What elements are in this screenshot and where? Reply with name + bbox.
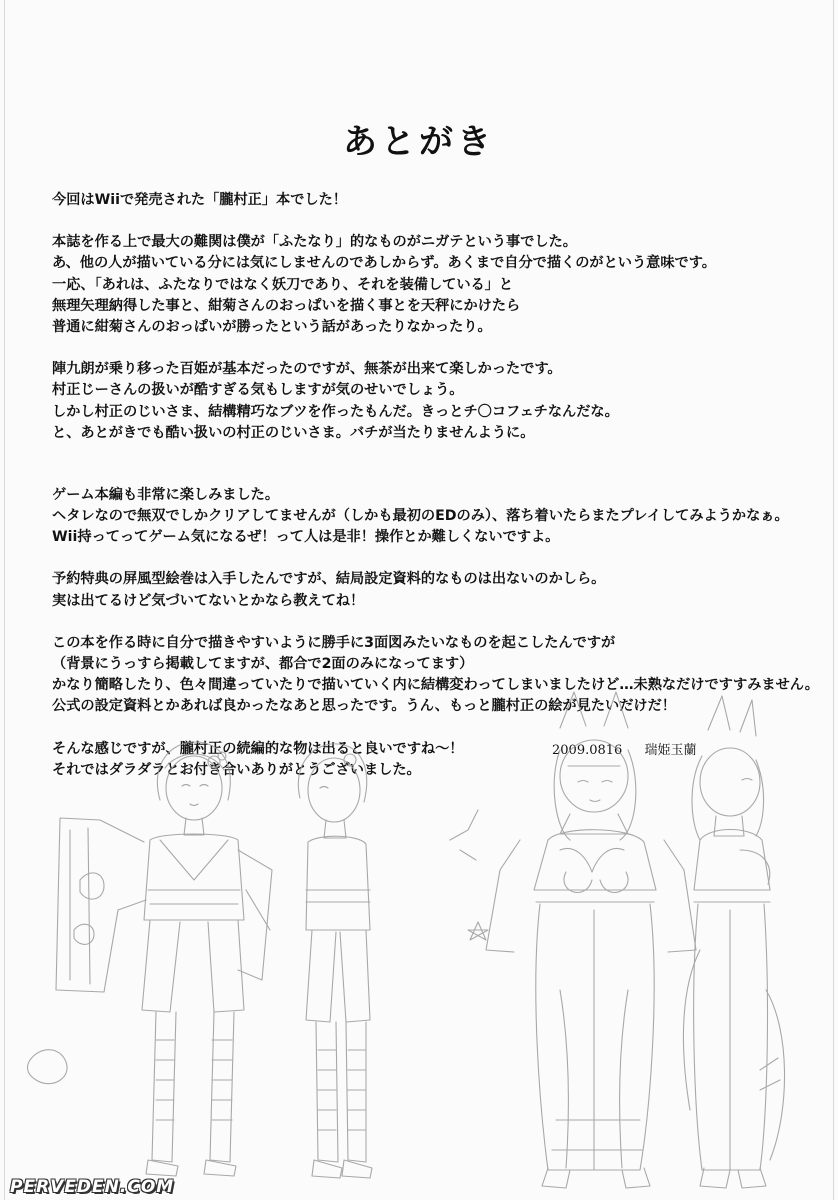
text-line: 普通に紺菊さんのおっぱいが勝ったという話があったりなかったり。	[52, 318, 492, 335]
text-line: 本誌を作る上で最大の難関は僕が「ふたなり」的なものがニガテという事でした。	[52, 234, 577, 251]
text-line: （背景にうっすら掲載してますが、都合で2面のみになってます）	[52, 656, 474, 672]
signature-date: 2009.0816	[552, 743, 623, 758]
signature-name: 瑞姫玉蘭	[644, 743, 697, 758]
text-line: 村正じーさんの扱いが酷すぎる気もしますが気のせいでしょう。	[52, 382, 464, 399]
text-line: 一応、「あれは、ふたなりではなく妖刀であり、それを装備している」と	[52, 276, 514, 293]
paragraph-momohime	[52, 359, 792, 444]
torahime-side-sketch	[683, 696, 784, 1188]
momohime-front-sketch	[28, 742, 272, 1176]
paragraph-intro	[52, 190, 792, 211]
paragraph-game	[52, 485, 792, 549]
paragraph-futanari	[52, 232, 792, 338]
text-line: あ、他の人が描いている分には気にしませんのであしからず。あくまで自分で描くのがという意味です。	[52, 255, 716, 272]
momohime-side-sketch	[298, 744, 372, 1178]
text-line: ヘタレなので無双でしかクリアしてませんが（しかも最初のEDのみ）、落ち着いたらまたプレイしてみようかなぁ。	[52, 508, 789, 525]
text-line: かなり簡略したり、色々間違っていたりで描いていく内に結構変わってしまいましたけど…未熟なだけですすみません。	[52, 677, 819, 694]
site-watermark: PERVEDEN.COM	[10, 1177, 175, 1197]
text-line: ゲーム本編も非常に楽しみました。	[52, 486, 280, 503]
text-line: 実は出てるけど気づいてないとかなら教えてね！	[52, 592, 365, 609]
paragraph-preorder	[52, 569, 792, 611]
text-line: 陣九朗が乗り移った百姫が基本だったのですが、無茶が出来て楽しかったです。	[52, 361, 562, 378]
text-line: そんな感じですが、朧村正の続編的な物は出ると良いですね～！	[52, 740, 464, 757]
afterword-title: あとがき	[343, 122, 495, 162]
text-line: Wii持ってってゲーム気になるぜ！って人は是非！操作とか難しくないですよ。	[52, 529, 560, 546]
text-line: 今回はWiiで発売された「朧村正」本でした！	[52, 192, 347, 208]
text-line: と、あとがきでも酷い扱いの村正のじいさま。バチが当たりませんように。	[52, 424, 535, 441]
character-sketches-illustration	[0, 690, 838, 1200]
text-line: しかし村正のじいさま、結構精巧なブツを作ったもんだ。きっとチ〇コフェチなんだな。	[52, 403, 619, 420]
torahime-front-sketch	[450, 692, 696, 1188]
text-line: 無理矢理納得した事と、紺菊さんのおっぱいを描く事とを天秤にかけたら	[52, 297, 521, 314]
text-line: 予約特典の屏風型絵巻は入手したんですが、結局設定資料的なものは出ないのかしら。	[52, 571, 606, 588]
text-line: この本を作る時に自分で描きやすいように勝手に3面図みたいなものを起こしたんですが	[52, 634, 616, 651]
text-line: それではダラダラとお付き合いありがとうございました。	[52, 761, 421, 778]
text-line: 公式の設定資料とかあれば良かったなあと思ったです。うん、もっと朧村正の絵が見たいだけだ！	[52, 698, 676, 715]
